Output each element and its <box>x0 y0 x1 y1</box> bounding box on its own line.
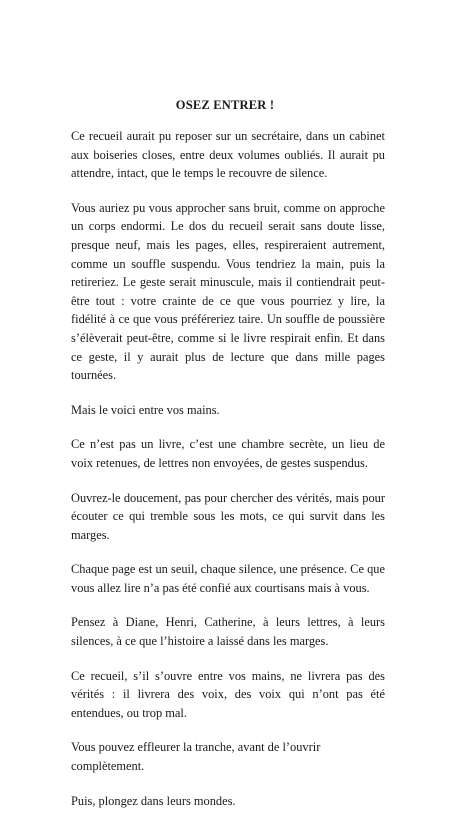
paragraph-5: Ouvrez-le doucement, pas pour chercher des vérités, mais pour écouter ce qui tremble sous les mots, ce qui survit dans les marges. <box>71 490 385 542</box>
document-body <box>71 127 385 826</box>
paragraph-1: Ce recueil aurait pu reposer sur un secrétaire, dans un cabinet aux boiseries closes, entre deux volumes oubliés. Il aurait pu attendre, intact, que le temps le recouvre de silence. <box>71 129 385 181</box>
paragraph-6: Chaque page est un seuil, chaque silence, une présence. Ce que vous allez lire n’a pas été confié aux courtisans mais à vous. <box>71 562 385 595</box>
paragraph-7: Pensez à Diane, Henri, Catherine, à leurs lettres, à leurs silences, à ce que l’histoire a laissé dans les marges. <box>71 615 385 649</box>
page-title: OSEZ ENTRER ! <box>175 98 275 112</box>
paragraph-9: Vous pouvez effleurer la tranche, avant de l’ouvrir complètement. <box>71 740 321 774</box>
paragraph-10: Puis, plongez dans leurs mondes. <box>71 793 236 808</box>
paragraph-2: Vous auriez pu vous approcher sans bruit, comme on approche un corps endormi. Le dos du recueil serait sans doute lisse, presque neuf, mais les pages, elles, respireraient autrement, comme un souffle suspendu. Vous tendriez la main, puis la retireriez. Le geste serait minuscule, mais il contiendrait peut-être tout : votre crainte de ce que vous pourriez y lire, la fidélité à ce que vous préféreriez taire. Un souffle de poussière s’élèverait peut-être, comme si le livre respirait enfin. Et dans ce geste, il y aurait plus de lecture que dans mille pages tournées. <box>71 200 385 383</box>
paragraph-4: Ce n’est pas un livre, c’est une chambre secrète, un lieu de voix retenues, de lettres non envoyées, de gestes suspendus. <box>71 437 385 470</box>
paragraph-8: Ce recueil, s’il s’ouvre entre vos mains, ne livrera pas des vérités : il livrera des voix, des voix qui n’ont pas été entendues, ou trop mal. <box>71 668 385 720</box>
paragraph-3: Mais le voici entre vos mains. <box>71 402 220 417</box>
